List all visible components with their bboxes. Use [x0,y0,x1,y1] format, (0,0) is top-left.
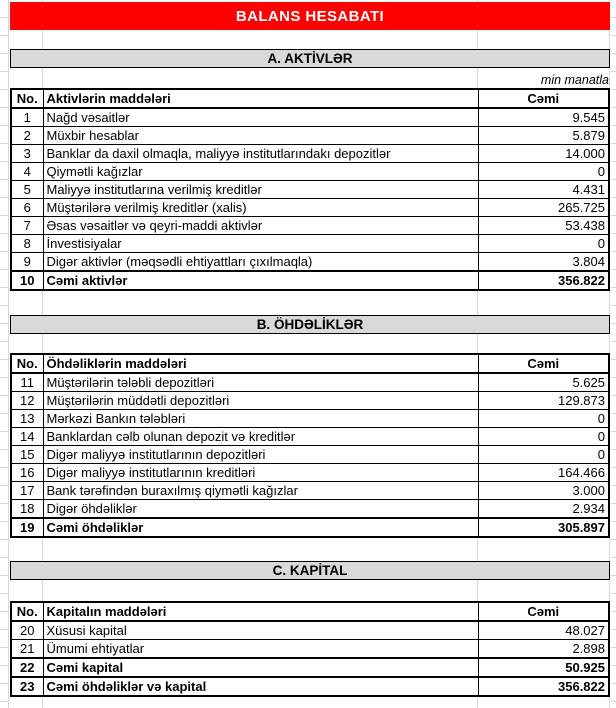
section-heading-band [10,315,610,334]
row-label: Maliyyə institutlarına verilmiş kreditlər [43,181,478,199]
row-value: 48.027 [478,621,609,640]
spacer [10,30,610,49]
table-header-row [11,354,609,373]
row-value: 0 [478,446,609,464]
report-title-band [10,2,610,30]
row-label: Mərkəzi Bankın tələbləri [43,410,478,428]
row-label: Cəmi öhdəliklər [43,518,478,537]
row-number: 15 [11,446,43,464]
table-body [11,621,609,696]
table-header-row [11,602,609,621]
table-row [11,446,609,464]
table-row [11,500,609,519]
row-value: 4.431 [478,181,609,199]
row-value: 0 [478,235,609,253]
table-row [11,181,609,199]
row-label: Cəmi kapital [43,658,478,677]
table-row [11,108,609,127]
row-label: Ümumi ehtiyatlar [43,640,478,659]
column-header-no: No. [11,602,43,621]
table-row [11,428,609,446]
row-label: Əsas vəsaitlər və qeyri-maddi aktivlər [43,217,478,235]
row-label: Müştərilərin tələbli depozitləri [43,373,478,392]
row-label: Xüsusi kapital [43,621,478,640]
row-number: 1 [11,108,43,127]
row-number: 5 [11,181,43,199]
row-number: 6 [11,199,43,217]
row-value: 356.822 [478,271,609,290]
table-row [11,640,609,659]
row-number: 4 [11,163,43,181]
row-label: Müxbir hesablar [43,127,478,145]
table-row [11,145,609,163]
table-row [11,199,609,217]
table-row [11,235,609,253]
row-value: 129.873 [478,392,609,410]
row-value: 50.925 [478,658,609,677]
table-row [11,464,609,482]
row-value: 5.879 [478,127,609,145]
row-number: 11 [11,373,43,392]
row-label: Digər aktivlər (məqsədli ehtiyattları çıxılmaqla) [43,253,478,272]
balance-table [10,88,610,291]
row-value: 3.804 [478,253,609,272]
row-value: 265.725 [478,199,609,217]
row-value: 164.466 [478,464,609,482]
row-value: 53.438 [478,217,609,235]
balance-table [10,353,610,538]
section-heading-band [10,49,610,68]
table-body [11,373,609,537]
table-row [11,482,609,500]
row-number: 13 [11,410,43,428]
row-number: 17 [11,482,43,500]
row-number: 16 [11,464,43,482]
table-header-row [11,89,609,108]
left-margin-gridlines [0,0,9,708]
sections [10,49,610,697]
row-label: Digər maliyyə institutlarının depozitləri [43,446,478,464]
table-row [11,621,609,640]
row-number: 12 [11,392,43,410]
row-value: 14.000 [478,145,609,163]
row-label: Bank tərəfindən buraxılmış qiymətli kağızlar [43,482,478,500]
row-value: 0 [478,410,609,428]
row-value: 9.545 [478,108,609,127]
row-label: Banklar da daxil olmaqla, maliyyə institutlarındakı depozitlər [43,145,478,163]
row-label: Cəmi öhdəliklər və kapital [43,677,478,696]
row-number: 20 [11,621,43,640]
section-heading: C. KAPİTAL [272,563,348,578]
row-number: 10 [11,271,43,290]
total-row [11,658,609,677]
total-row [11,271,609,290]
table-row [11,163,609,181]
table-row [11,392,609,410]
row-value: 3.000 [478,482,609,500]
row-number: 19 [11,518,43,537]
spacer [10,291,610,315]
row-number: 9 [11,253,43,272]
report-title: BALANS HESABATI [235,7,385,25]
spacer [10,580,610,601]
row-number: 3 [11,145,43,163]
row-label: Nağd vəsaitlər [43,108,478,127]
row-number: 7 [11,217,43,235]
section-heading: B. ÖHDƏLİKLƏR [256,317,364,332]
row-number: 18 [11,500,43,519]
row-number: 23 [11,677,43,696]
row-label: Müştərilərin müddətli depozitləri [43,392,478,410]
table-row [11,217,609,235]
balance-table [10,601,610,697]
section-heading-band [10,561,610,580]
row-number: 22 [11,658,43,677]
row-label: Cəmi aktivlər [43,271,478,290]
column-header-items: Kapitalın maddələri [43,602,478,621]
table-body [11,108,609,290]
column-header-no: No. [11,354,43,373]
column-header-total: Cəmi [478,89,609,108]
row-number: 8 [11,235,43,253]
row-label: İnvestisiyalar [43,235,478,253]
row-value: 0 [478,163,609,181]
total-row [11,518,609,537]
row-label: Digər maliyyə institutlarının kreditləri [43,464,478,482]
total-row [11,677,609,696]
balance-section [10,315,610,561]
row-number: 14 [11,428,43,446]
balance-section [10,561,610,697]
table-row [11,253,609,272]
row-value: 356.822 [478,677,609,696]
column-header-no: No. [11,89,43,108]
row-label: Banklardan cəlb olunan depozit və kreditlər [43,428,478,446]
row-value: 0 [478,428,609,446]
table-row [11,127,609,145]
sheet-content [10,2,610,697]
column-header-total: Cəmi [478,602,609,621]
section-heading: A. AKTİVLƏR [267,51,353,66]
unit-note: min manatla [540,73,609,87]
row-number: 2 [11,127,43,145]
row-label: Müştərilərə verilmiş kreditlər (xalis) [43,199,478,217]
spacer [10,538,610,561]
table-row [11,410,609,428]
row-value: 305.897 [478,518,609,537]
row-label: Qiymətli kağızlar [43,163,478,181]
row-value: 2.934 [478,500,609,519]
column-header-total: Cəmi [478,354,609,373]
row-number: 21 [11,640,43,659]
right-margin-gridlines [611,0,616,708]
row-value: 2.898 [478,640,609,659]
row-label: Digər öhdəliklər [43,500,478,519]
balance-section [10,49,610,315]
column-header-items: Öhdəliklərin maddələri [43,354,478,373]
row-value: 5.625 [478,373,609,392]
table-row [11,373,609,392]
spacer [10,334,610,353]
column-header-items: Aktivlərin maddələri [43,89,478,108]
